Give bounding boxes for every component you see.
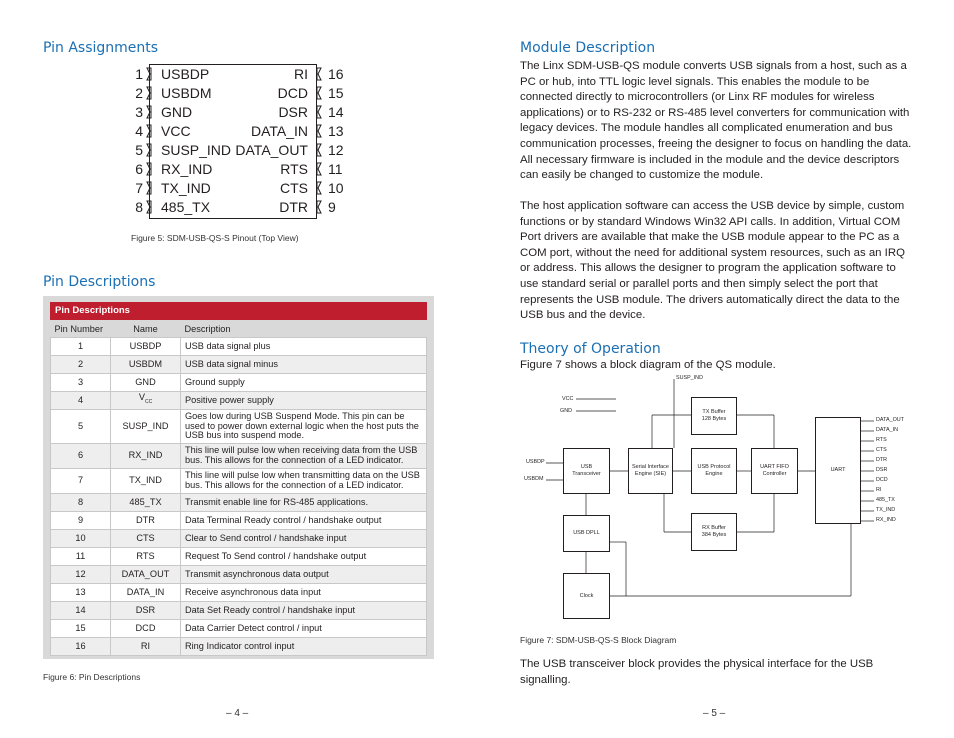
pin-name: DATA_OUT [121, 568, 170, 579]
cell-pin-number: 7 [51, 469, 111, 494]
cell-description: Data Terminal Ready control / handshake output [181, 512, 427, 530]
cell-description: Request To Send control / handshake output [181, 548, 427, 566]
cell-description: Clear to Send control / handshake input [181, 530, 427, 548]
pin-tab-icon [146, 143, 154, 157]
pin-number-right: 16 [328, 66, 344, 82]
cell-name [111, 374, 181, 392]
cell-name [111, 638, 181, 656]
pin-label-right: DTR [279, 199, 308, 215]
table-row [51, 620, 427, 638]
cell-name [111, 602, 181, 620]
pin-number-left: 6 [135, 161, 143, 177]
pin-tab-icon [146, 67, 154, 81]
cell-name [111, 530, 181, 548]
header-pin-number: Pin Number [51, 320, 111, 338]
pin-tab-icon [146, 181, 154, 195]
module-paragraph-2: The host application software can access the USB device by simple, custom functions or by standard Windows Win32 API calls. In addition, Virtual COM Port drivers are available that make the USB module appear to the PC as a COM port, without the need for additional system resources, such as an IRQ or address. This allows the designer to program the application software to use standard serial or parallel ports and then simply select the port that represents the USB module. The drivers automatically direct the data to the USB bus and the device. [520, 200, 905, 322]
pin-tab-icon [314, 67, 322, 81]
susp-ind-label: SUSP_IND [676, 375, 703, 381]
clock-label: Clock [579, 592, 594, 599]
cell-description: Transmit asynchronous data output [181, 566, 427, 584]
pin-tab-icon [146, 162, 154, 176]
pin-number-right: 11 [328, 161, 343, 177]
rx-buffer-block [691, 513, 737, 551]
pin-number-left: 2 [135, 85, 143, 101]
pin-number-left: 4 [135, 123, 143, 139]
dpll-label: USB DPLL [573, 530, 600, 536]
usb-transceiver-label-2: Transceiver [572, 471, 601, 477]
table-row [51, 602, 427, 620]
sie-block [628, 448, 673, 494]
pin-name: V [138, 392, 145, 403]
cell-description: Ground supply [181, 374, 427, 392]
cell-name [111, 584, 181, 602]
block-diagram [516, 372, 916, 632]
tx-buffer-block [691, 397, 737, 435]
output-signal-label: RX_IND [876, 517, 896, 523]
pin-tab-icon [314, 200, 322, 214]
pinout-row [130, 83, 350, 102]
pin-tab-icon [314, 162, 322, 176]
table-header-row [51, 320, 427, 338]
pin-label-left: USBDP [161, 66, 210, 82]
pin-number-left: 5 [135, 142, 143, 158]
pin-label-left: TX_IND [161, 180, 211, 196]
cell-description: Data Carrier Detect control / input [181, 620, 427, 638]
pin-name: 485_TX [129, 496, 162, 507]
output-signal-label: RTS [876, 437, 887, 443]
table-title-bar: Pin Descriptions [50, 302, 427, 320]
pin-name: DATA_IN [126, 586, 165, 597]
table-row [51, 530, 427, 548]
pin-number-right: 12 [328, 142, 344, 158]
usb-transceiver-block [563, 448, 610, 494]
protocol-label-1: USB Protocol [697, 464, 731, 470]
table-row [51, 356, 427, 374]
cell-name [111, 512, 181, 530]
cell-pin-number: 11 [51, 548, 111, 566]
pin-name: USBDP [129, 340, 162, 351]
output-signal-label: DSR [876, 467, 888, 473]
table-row [51, 338, 427, 356]
cell-description: Data Set Ready control / handshake input [181, 602, 427, 620]
pin-name: RI [140, 640, 151, 651]
pin-label-left: SUSP_IND [161, 142, 232, 158]
pin-descriptions-panel [43, 296, 434, 659]
table-row [51, 392, 427, 410]
cell-description: Transmit enable line for RS-485 applications. [181, 494, 427, 512]
cell-name [111, 444, 181, 469]
pin-number-right: 10 [328, 180, 344, 196]
header-name: Name [111, 320, 181, 338]
pinout-row [130, 121, 350, 140]
pin-label-right: RI [294, 66, 308, 82]
pinout-row [130, 102, 350, 121]
pinout-row [130, 178, 350, 197]
figure-5-caption: Figure 5: SDM-USB-QS-S Pinout (Top View) [131, 233, 299, 243]
cell-description: Positive power supply [181, 392, 427, 410]
figure-7-caption: Figure 7: SDM-USB-QS-S Block Diagram [520, 635, 677, 645]
pin-label-right: DATA_IN [250, 123, 308, 139]
gnd-label: GND [560, 408, 572, 414]
pin-tab-icon [314, 124, 322, 138]
usbdp-label: USBDP [526, 459, 545, 465]
pin-label-right: RTS [280, 161, 308, 177]
pin-name: USBDM [128, 358, 163, 369]
pin-tab-icon [314, 105, 322, 119]
cell-name [111, 356, 181, 374]
table-row [51, 512, 427, 530]
cell-pin-number: 14 [51, 602, 111, 620]
theory-intro: Figure 7 shows a block diagram of the QS module. [520, 359, 776, 371]
pin-descriptions-table [50, 320, 427, 656]
cell-name [111, 494, 181, 512]
pin-label-right: CTS [280, 180, 308, 196]
pin-label-right: DCD [277, 85, 308, 101]
output-signal-label: TX_IND [876, 507, 896, 513]
clock-block [563, 573, 610, 619]
cell-description: This line will pulse low when transmitting data on the USB bus. This allows for the connection of a LED indicator. [181, 469, 427, 494]
pin-number-left: 3 [135, 104, 143, 120]
output-signal-label: CTS [876, 447, 887, 453]
pin-number-right: 15 [328, 85, 344, 101]
pin-number-right: 14 [328, 104, 344, 120]
cell-name [111, 469, 181, 494]
table-row [51, 410, 427, 444]
table-row [51, 638, 427, 656]
theory-heading: Theory of Operation [520, 341, 661, 357]
figure-6-caption: Figure 6: Pin Descriptions [43, 672, 141, 682]
uart-block [815, 417, 861, 524]
cell-description: Receive asynchronous data input [181, 584, 427, 602]
pinout-row [130, 140, 350, 159]
page-number-right: – 5 – [703, 708, 726, 719]
table-row [51, 469, 427, 494]
pin-label-left: RX_IND [161, 161, 213, 177]
cell-description: USB data signal minus [181, 356, 427, 374]
fifo-label-2: Controller [762, 471, 787, 477]
cell-name [111, 620, 181, 638]
usb-transceiver-label-1: USB [580, 464, 593, 470]
sie-label-1: Serial Interface [632, 464, 669, 470]
pin-label-left: USBDM [161, 85, 212, 101]
pin-name: DSR [135, 604, 156, 615]
closing-paragraph: The USB transceiver block provides the physical interface for the USB signalling. [520, 658, 874, 686]
cell-pin-number: 1 [51, 338, 111, 356]
protocol-label-2: Engine [705, 471, 723, 477]
pin-tab-icon [146, 86, 154, 100]
table-row [51, 566, 427, 584]
cell-pin-number: 4 [51, 392, 111, 410]
table-row [51, 584, 427, 602]
pin-tab-icon [314, 181, 322, 195]
pin-label-left: 485_TX [161, 199, 211, 215]
rx-buffer-size: 384 Bytes [701, 532, 727, 538]
pin-label-right: DATA_OUT [235, 142, 308, 158]
page-number-left: – 4 – [226, 708, 249, 719]
sie-label-2: Engine (SIE) [634, 471, 667, 477]
rx-buffer-label: RX Buffer [702, 525, 726, 531]
pin-name: CTS [136, 532, 155, 543]
cell-pin-number: 6 [51, 444, 111, 469]
cell-description: USB data signal plus [181, 338, 427, 356]
pin-label-right: DSR [278, 104, 308, 120]
pin-name: DTR [136, 514, 155, 525]
pin-number-right: 13 [328, 123, 344, 139]
cell-description: Ring Indicator control input [181, 638, 427, 656]
output-signal-label: DATA_OUT [876, 417, 904, 423]
vcc-label: VCC [562, 396, 574, 402]
pin-number-right: 9 [328, 199, 336, 215]
table-row [51, 548, 427, 566]
uart-fifo-controller-block [751, 448, 798, 494]
usbdm-label: USBDM [524, 476, 544, 482]
output-signal-label: DATA_IN [876, 427, 898, 433]
pin-descriptions-heading: Pin Descriptions [43, 274, 156, 290]
pin-label-left: GND [161, 104, 193, 120]
pin-name: RTS [136, 550, 155, 561]
uart-label: UART [830, 467, 846, 473]
cell-description: This line will pulse low when receiving data from the USB bus. This allows for the connection of a LED indicator. [181, 444, 427, 469]
pin-label-left: VCC [161, 123, 191, 139]
pin-name: RX_IND [128, 450, 163, 461]
cell-name [111, 392, 181, 410]
header-description: Description [181, 320, 427, 338]
cell-pin-number: 9 [51, 512, 111, 530]
pin-name: SUSP_IND [122, 420, 169, 431]
pin-number-left: 7 [135, 180, 143, 196]
cell-name [111, 338, 181, 356]
cell-pin-number: 2 [51, 356, 111, 374]
pinout-row [130, 159, 350, 178]
table-row [51, 374, 427, 392]
table-row [51, 444, 427, 469]
cell-pin-number: 3 [51, 374, 111, 392]
pinout-row [130, 64, 350, 83]
pin-tab-icon [146, 105, 154, 119]
cell-name [111, 566, 181, 584]
tx-buffer-label: TX Buffer [702, 409, 726, 415]
output-signal-label: 485_TX [876, 497, 895, 503]
pinout-diagram [130, 64, 350, 222]
pin-tab-icon [314, 143, 322, 157]
pin-tab-icon [314, 86, 322, 100]
pinout-row [130, 197, 350, 216]
pin-number-left: 8 [135, 199, 143, 215]
cell-pin-number: 16 [51, 638, 111, 656]
output-signal-label: DCD [876, 477, 888, 483]
table-row [51, 494, 427, 512]
module-paragraph-1: The Linx SDM-USB-QS module converts USB signals from a host, such as a PC or hub, into TTL logic level signals. This enables the module to be connected directly to microcontrollers (or Linx RF modules for wireless applications) or to RS-232 or RS-485 level converters for communication with legacy devices. The module handles all complicated enumeration and bus communication processes, freeing the designer to focus on handling the data. All necessary firmware is included in the module and the device descriptors can easily be changed to customize the module. [520, 60, 912, 182]
pin-name: GND [135, 376, 156, 387]
cell-pin-number: 12 [51, 566, 111, 584]
output-signal-label: DTR [876, 457, 888, 463]
pin-name: DCD [135, 622, 156, 633]
cell-pin-number: 8 [51, 494, 111, 512]
pin-tab-icon [146, 124, 154, 138]
cell-description: Goes low during USB Suspend Mode. This pin can be used to power down external logic when the host puts the USB bus into suspend mode. [181, 410, 427, 444]
cell-name [111, 548, 181, 566]
usb-dpll-block [563, 515, 610, 552]
pin-tab-icon [146, 200, 154, 214]
pin-name: TX_IND [129, 475, 162, 486]
pin-name-subscript: CC [144, 399, 153, 406]
pin-number-left: 1 [135, 66, 143, 82]
pin-assignments-heading: Pin Assignments [43, 40, 159, 56]
usb-protocol-engine-block [691, 448, 737, 494]
module-description-heading: Module Description [520, 40, 656, 56]
cell-pin-number: 5 [51, 410, 111, 444]
cell-pin-number: 10 [51, 530, 111, 548]
fifo-label-1: UART FIFO [760, 464, 789, 470]
cell-pin-number: 13 [51, 584, 111, 602]
tx-buffer-size: 128 Bytes [701, 416, 727, 422]
cell-pin-number: 15 [51, 620, 111, 638]
output-signal-label: RI [876, 487, 882, 493]
cell-name [111, 410, 181, 444]
